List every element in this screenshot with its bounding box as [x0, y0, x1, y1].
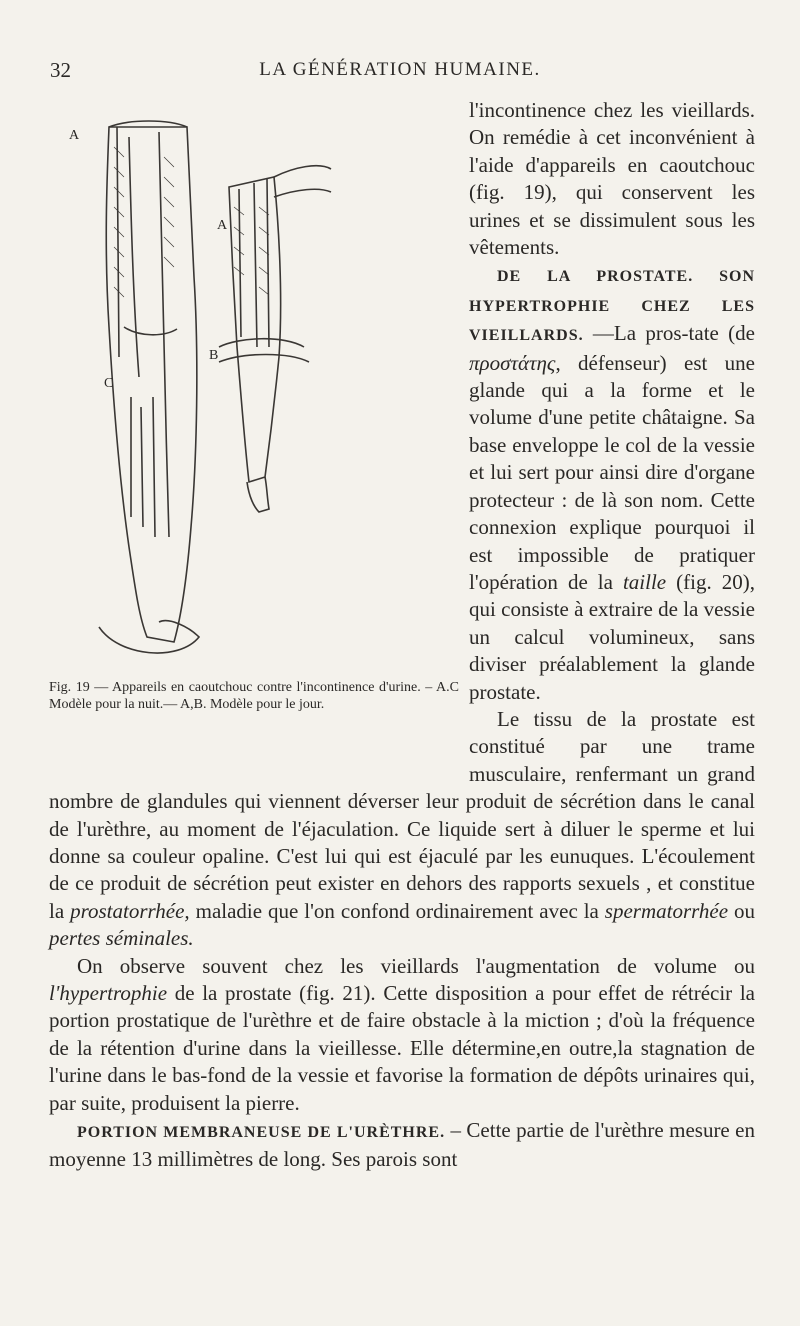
greek-word: προστάτης — [469, 350, 556, 375]
rubber-appliance-illustration — [69, 97, 349, 667]
text-block — [49, 97, 755, 1174]
label-c: C — [104, 376, 114, 391]
paragraph-membranous: PORTION MEMBRANEUSE DE L'URÈTHRE. – Cette partie de l'urèthre mesure en moyenne 13 millimètres de long. Ses parois sont — [49, 1118, 755, 1172]
figure-caption: Fig. 19 — Appareils en caoutchouc contre l'incontinence d'urine. – A.C Modèle pour la nuit.— A,B. Modèle pour le jour. — [49, 680, 459, 712]
page-number: 32 — [50, 58, 71, 82]
section-heading-membranous: PORTION MEMBRANEUSE DE L'URÈTHRE. — [77, 1124, 446, 1142]
paragraph-1: l'incontinence chez les vieillards. On remédie à cet inconvénient à l'aide d'appareils en caoutchouc (fig. 19), qui conservent les urines et se dissimulent sous les vêtements. — [469, 98, 755, 260]
section-heading-prostate: DE LA PROSTATE. SON HYPERTROPHIE CHEZ LES VIEILLARDS. — [469, 268, 755, 345]
label-a-left: A — [69, 128, 80, 143]
label-a-right: A — [217, 218, 228, 233]
page-header — [0, 58, 800, 88]
figure-19 — [49, 97, 459, 767]
paragraph-prostate: DE LA PROSTATE. SON HYPERTROPHIE CHEZ LES VIEILLARDS. —La pros-tate (de προστάτης, défenseur) est une glande qui a la forme et le volume d'une petite châtaigne. Sa base enveloppe le col de la vessie et lui sert pour ainsi dire d'organe protecteur : de là son nom. Cette connexion explique pourquoi il est impossible de pratiquer l'opération de la taille (fig. 20), qui consiste à extraire de la vessie un calcul volumineux, sans diviser préalablement la glande prostate. — [469, 268, 755, 704]
night-appliance-outline — [106, 127, 197, 642]
label-b: B — [209, 348, 219, 363]
paragraph-hypertrophy: On observe souvent chez les vieillards l'augmentation de volume ou l'hypertrophie de la prostate (fig. 21). Cette disposition a pour effet de rétrécir la portion prostatique de l'urèthre et de faire obstacle à la miction ; d'où la fréquence de la rétention d'urine dans la vieillesse. Elle détermine,en outre,la stagnation de l'urine dans le bas-fond de la vessie et favorise la formation de dépôts urinaires qui, par suite, produisent la pierre. — [49, 953, 755, 1115]
running-title: LA GÉNÉRATION HUMAINE. — [259, 59, 541, 80]
paragraph-tissue: Le tissu de la prostate est constitué par une trame musculaire, renfermant un grand nombre de glandules qui viennent déverser leur produit de sécrétion dans le canal de l'urèthre, au moment de l'éjaculation. Ce liquide sert à diluer le sperme et lui donne sa couleur opaline. C'est lui qui est éjaculé par les eunuques. L'écoulement de ce produit de sécrétion peut exister en dehors des rapports sexuels , et constitue la prostatorrhée, maladie que l'on confond ordinairement avec la spermatorrhée ou pertes séminales. — [49, 706, 756, 951]
